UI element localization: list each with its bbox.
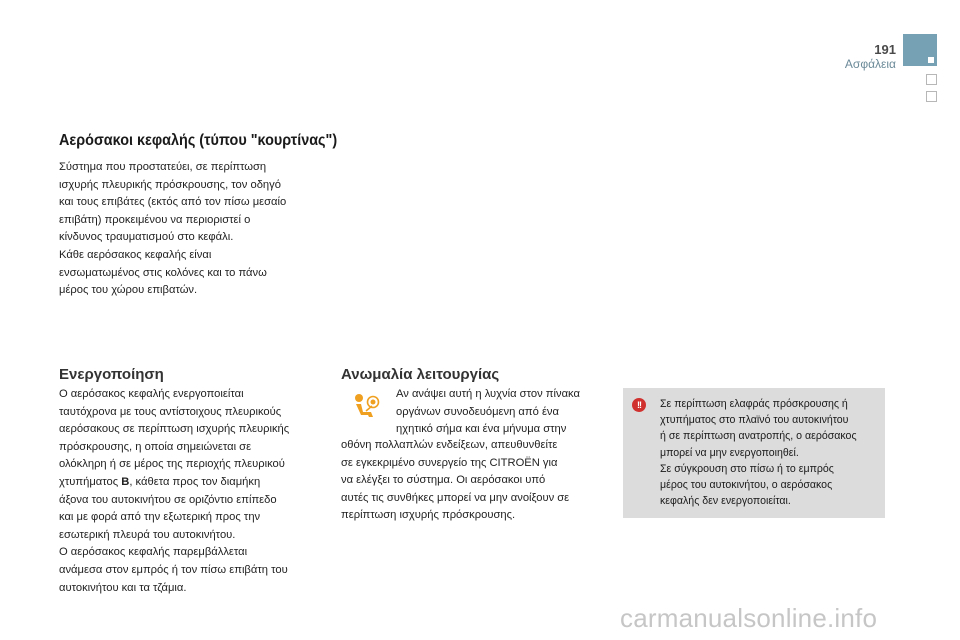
section-name: Ασφάλεια	[844, 57, 896, 71]
section-tab-active[interactable]	[903, 34, 937, 66]
intro-paragraph: Σύστημα που προστατεύει, σε περίπτωση ισχυρής πλευρικής πρόσκρουσης, τον οδηγό και τους επιβάτες (εκτός από τον πίσω μεσαίο επιβάτη) προκειμένου να περιοριστεί ο κίνδυνος τραυματισμού στο κεφάλι. Κάθε αερόσακος κεφαλής είναι ενσωματωμένος στις κολόνες και το πάνω μέρος του χώρου επιβατών.	[59, 161, 287, 297]
activation-paragraph	[59, 386, 329, 597]
malfunction-paragraph-part2: οθόνη πολλαπλών ενδείξεων, απευθυνθείτε σε εγκεκριμένο συνεργείο της CITROËN για να ελέγξει το σύστημα. Οι αερόσακοι υπό αυτές τις συνθήκες μπορεί να μην ανοίξουν σε περίπτωση ισχυρής πρόσκρουσης.	[341, 439, 570, 522]
malfunction-paragraph-part1: Αν ανάψει αυτή η λυχνία στον πίνακα οργάνων συνοδευόμενη από ένα ηχητικό σήμα και ένα μήνυμα στην	[396, 388, 580, 436]
malfunction-heading: Ανωμαλία λειτουργίας	[341, 366, 500, 383]
note-box	[623, 388, 885, 518]
warning-exclamation-icon: !!	[632, 398, 646, 412]
activation-heading: Ενεργοποίηση	[59, 366, 164, 383]
section-tab-empty[interactable]	[926, 91, 937, 102]
note-text: Σε περίπτωση ελαφράς πρόσκρουσης ή χτυπήματος στο πλαϊνό του αυτοκινήτου ή σε περίπτωση ανατροπής, ο αερόσακος μπορεί να μην ενεργοποιηθεί. Σε σύγκρουση στο πίσω ή το εμπρός μέρος του αυτοκινήτου, ο αερόσακος κεφαλής δεν ενεργοποιείται.	[660, 398, 857, 508]
tab-marker-icon	[928, 57, 934, 63]
activation-text-part1: Ο αερόσακος κεφαλής ενεργοποιείται ταυτόχρονα με τους αντίστοιχους πλευρικούς αερόσακους σε περίπτωση ισχυρής πλευρικής πρόσκρουσης, η οποία σημειώνεται σε ολόκληρη ή σε μέρος της περιοχής πλευρικού χτυπήματος	[59, 388, 290, 488]
airbag-warning-icon	[352, 393, 380, 419]
watermark: carmanualsonline.info	[620, 603, 878, 633]
page-title: Αερόσακοι κεφαλής (τύπου "κουρτίνας")	[59, 132, 338, 149]
section-tab-empty[interactable]	[926, 74, 937, 85]
zone-letter: B	[121, 475, 130, 488]
page-number: 191	[874, 42, 896, 57]
activation-text-part2: , κάθετα προς τον διαμήκη άξονα του αυτοκινήτου σε οριζόντιο επίπεδο και με φορά από την εξωτερική προς την εσωτερική πλευρά του αυτοκινήτου. Ο αερόσακος κεφαλής παρεμβάλλεται ανάμεσα στον εμπρός ή τον πίσω επιβάτη του αυτοκινήτου και τα τζάμια.	[59, 475, 288, 594]
